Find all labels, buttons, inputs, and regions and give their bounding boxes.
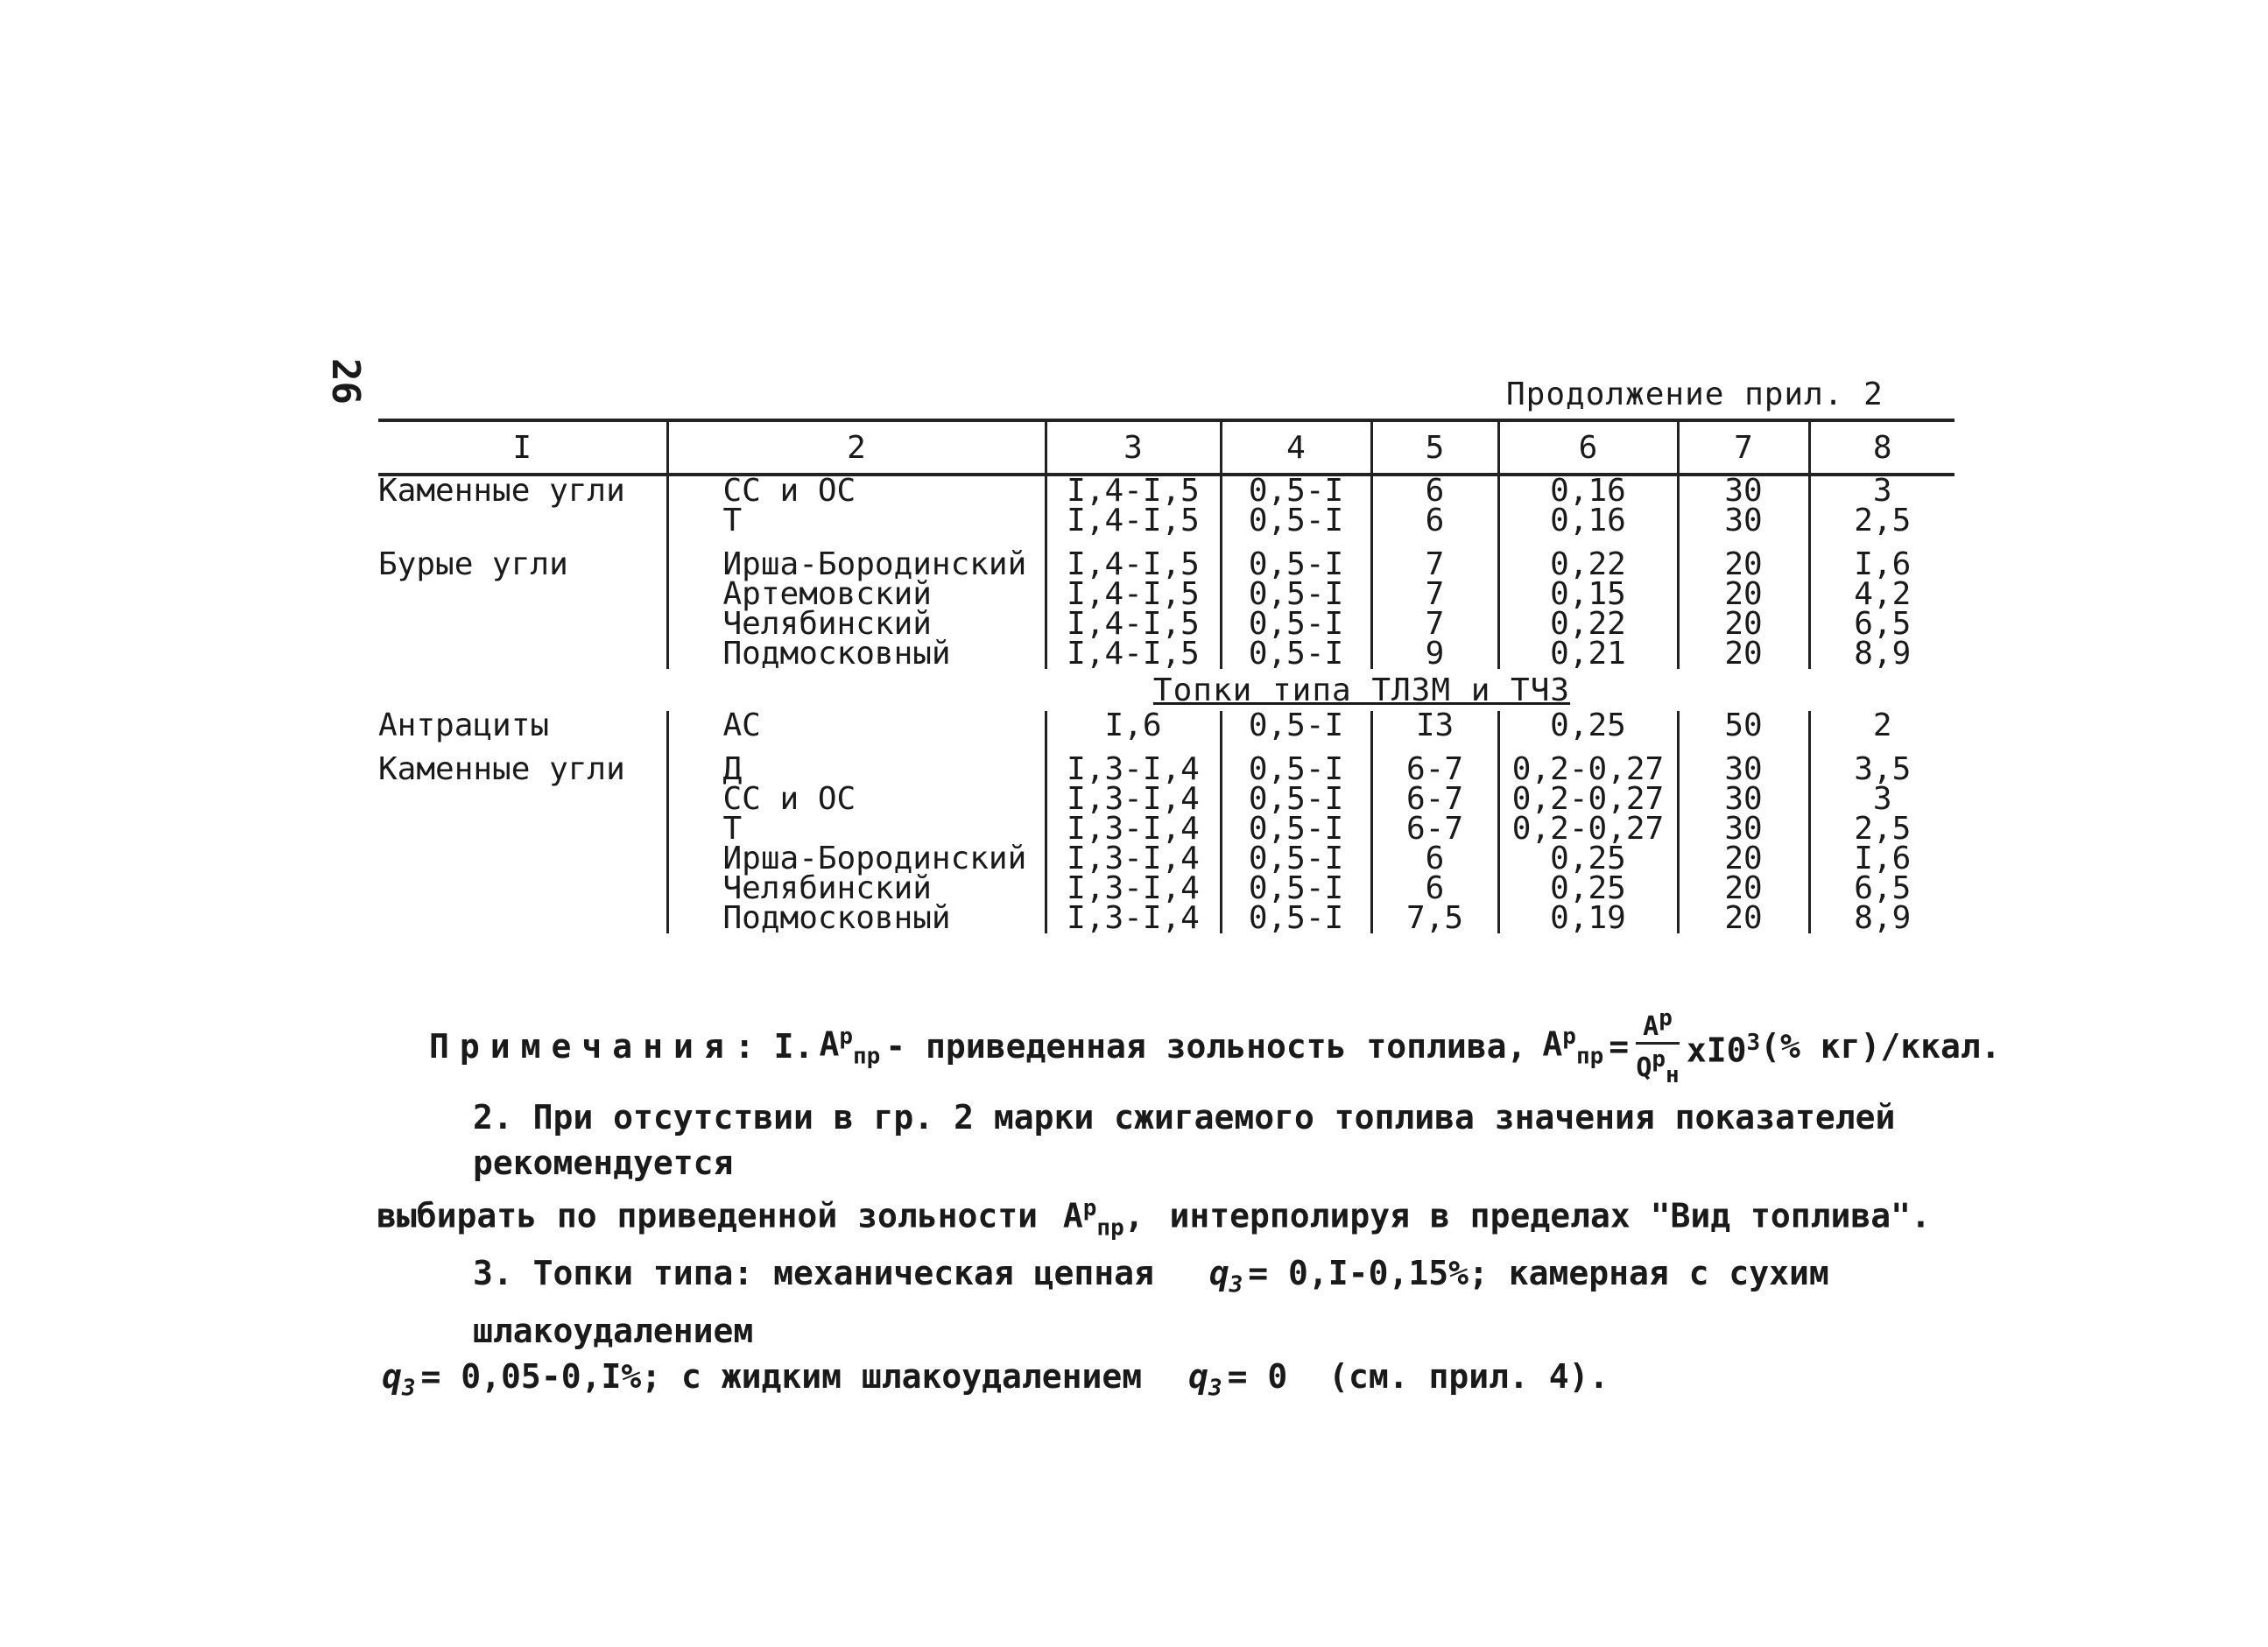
value-col-5: 6 [1371, 506, 1498, 536]
value-col-6: 0,2-0,27 [1498, 814, 1678, 844]
value-col-7: 20 [1678, 904, 1809, 933]
section-spacer [378, 669, 1046, 711]
symbol-sup: р [839, 1023, 853, 1050]
fraction-numerator [1636, 1003, 1680, 1045]
fuel-brand: Ирша-Бородинский [667, 536, 1046, 580]
fuel-category [378, 814, 667, 844]
fuel-category [378, 904, 667, 933]
section-title: Топки типа ТЛЗМ и ТЧЗ [1152, 672, 1571, 708]
column-header-6: 6 [1498, 420, 1678, 475]
fuel-category [378, 609, 667, 639]
value-col-5: 7 [1371, 580, 1498, 609]
value-col-5: 9 [1371, 639, 1498, 669]
table-row [378, 536, 1955, 580]
fuel-category [378, 639, 667, 669]
q3-symbol [1208, 1254, 1243, 1299]
note-3-ref: (см. прил. 4). [1328, 1356, 1609, 1396]
symbol-sub: пр [852, 1043, 881, 1070]
continuation-label: Продолжение прил. 2 [1506, 377, 1884, 412]
section-cell [1046, 669, 1678, 711]
table-row [378, 580, 1955, 609]
q-sub: 3 [1229, 1271, 1243, 1299]
value-col-4: 0,5-I [1221, 475, 1371, 506]
fuel-category: Бурые угли [378, 546, 568, 582]
table-row [378, 639, 1955, 669]
column-header-1: I [378, 420, 667, 475]
value-col-4: 0,5-I [1221, 814, 1371, 844]
value-col-3: I,4-I,5 [1046, 580, 1221, 609]
unit: (% кг)/ккал. [1760, 1027, 2001, 1066]
fuel-category: Антрациты [378, 707, 550, 743]
fuel-brand: АС [667, 711, 1046, 741]
table-row [378, 874, 1955, 904]
symbol-a: A [1542, 1024, 1563, 1064]
note-2-text-b: интерполируя в пределах "Вид топлива". [1169, 1196, 1931, 1235]
column-header-8: 8 [1809, 420, 1955, 475]
table-row [378, 609, 1955, 639]
value-col-4: 0,5-I [1221, 844, 1371, 874]
value-col-4: 0,5-I [1221, 639, 1371, 669]
value-col-6: 0,2-0,27 [1498, 785, 1678, 814]
value-col-4: 0,5-I [1221, 609, 1371, 639]
fuel-category [378, 844, 667, 874]
value-col-5: 7 [1371, 609, 1498, 639]
value-col-4: 0,5-I [1221, 785, 1371, 814]
value-col-8: 2 [1809, 711, 1955, 741]
fuel-brand: Подмосковный [667, 904, 1046, 933]
value-col-6: 0,2-0,27 [1498, 741, 1678, 785]
note-3-val-1: = 0,I-0,15%; камерная с сухим шлакоудалением [473, 1254, 1829, 1350]
value-col-5: 6-7 [1371, 814, 1498, 844]
value-col-3: I,3-I,4 [1046, 874, 1221, 904]
value-col-7: 20 [1678, 874, 1809, 904]
q3-symbol [382, 1356, 416, 1402]
column-header-7: 7 [1678, 420, 1809, 475]
value-col-7: 30 [1678, 814, 1809, 844]
value-col-3: I,4-I,5 [1046, 475, 1221, 506]
value-col-8: 4,2 [1809, 580, 1955, 609]
value-col-8: I,6 [1809, 536, 1955, 580]
symbol-a-pr-2 [1542, 1014, 1603, 1079]
table-header-row [378, 420, 1955, 475]
frac-num-sup: р [1659, 1004, 1673, 1031]
fuel-brand: Т [667, 814, 1046, 844]
value-col-3: I,4-I,5 [1046, 609, 1221, 639]
fuel-category [378, 785, 667, 814]
section-row [378, 669, 1955, 711]
note-1-text: - приведенная зольность топлива, [885, 1027, 1527, 1066]
table-row [378, 475, 1955, 506]
column-header-2: 2 [667, 420, 1046, 475]
notes-label: Примечания: [429, 1027, 765, 1066]
value-col-6: 0,25 [1498, 874, 1678, 904]
value-col-3: I,3-I,4 [1046, 814, 1221, 844]
value-col-6: 0,22 [1498, 536, 1678, 580]
value-col-4: 0,5-I [1221, 536, 1371, 580]
value-col-8: 2,5 [1809, 506, 1955, 536]
fuel-brand: СС и ОС [667, 475, 1046, 506]
value-col-4: 0,5-I [1221, 904, 1371, 933]
value-col-8: 6,5 [1809, 874, 1955, 904]
column-header-3: 3 [1046, 420, 1221, 475]
frac-den-letter: Q [1636, 1052, 1652, 1083]
fuel-brand: Челябинский [667, 609, 1046, 639]
symbol-sub: пр [1096, 1214, 1124, 1242]
equals-sign: = [1609, 1027, 1630, 1066]
value-col-6: 0,16 [1498, 475, 1678, 506]
value-col-7: 30 [1678, 506, 1809, 536]
fuel-brand: Артемовский [667, 580, 1046, 609]
value-col-7: 20 [1678, 536, 1809, 580]
frac-num-letter: A [1643, 1010, 1659, 1042]
value-col-7: 50 [1678, 711, 1809, 741]
symbol-a: A [819, 1024, 840, 1064]
multiplier [1687, 1020, 1760, 1073]
value-col-8: 8,9 [1809, 904, 1955, 933]
fuel-brand: Подмосковный [667, 639, 1046, 669]
note-3-text: 3. Топки типа: механическая цепная [473, 1254, 1154, 1293]
note-1-number: I. [773, 1027, 814, 1066]
fuel-table [378, 419, 1955, 936]
table-row [378, 785, 1955, 814]
value-col-4: 0,5-I [1221, 741, 1371, 785]
value-col-6: 0,15 [1498, 580, 1678, 609]
note-2-line-2 [377, 1186, 2040, 1250]
fraction-denominator [1636, 1045, 1679, 1090]
symbol-sub: пр [1575, 1043, 1604, 1070]
value-col-3: I,4-I,5 [1046, 536, 1221, 580]
symbol-a-pr [819, 1014, 880, 1079]
notes [377, 998, 2040, 1411]
symbol-a-pr-3: $A^р_{пр}$, [1062, 1195, 1145, 1242]
frac-den-sub: н [1666, 1061, 1680, 1088]
table-row [378, 506, 1955, 536]
value-col-6: 0,21 [1498, 639, 1678, 669]
multiplier-exp: 3 [1746, 1029, 1761, 1056]
table-row [378, 844, 1955, 874]
fuel-brand: Ирша-Бородинский [667, 844, 1046, 874]
value-col-7: 30 [1678, 741, 1809, 785]
fuel-brand: Д [667, 741, 1046, 785]
fuel-category: Каменные угли [378, 751, 625, 787]
value-col-5: 7 [1371, 536, 1498, 580]
note-3-line-2 [377, 1354, 2040, 1411]
multiplier-base: xI0 [1686, 1031, 1747, 1070]
note-2-line-1: 2. При отсутствии в гр. 2 марки сжигаемого топлива значения показателей рекомендуется [473, 1098, 1896, 1182]
value-col-8: 2,5 [1809, 814, 1955, 844]
note-3-val-3: = 0 [1227, 1356, 1288, 1396]
value-col-6: 0,22 [1498, 609, 1678, 639]
q-sub: 3 [1208, 1375, 1222, 1402]
table-body [378, 473, 1955, 936]
value-col-3: I,6 [1046, 711, 1221, 741]
value-col-5: I3 [1371, 711, 1498, 741]
q-letter: q [1208, 1254, 1229, 1293]
note-1 [377, 998, 2040, 1094]
value-col-5: 6 [1371, 844, 1498, 874]
value-col-6: 0,25 [1498, 844, 1678, 874]
value-col-5: 7,5 [1371, 904, 1498, 933]
fuel-brand: Челябинский [667, 874, 1046, 904]
table-row [378, 711, 1955, 741]
note-2-text-a: выбирать по приведенной зольности [377, 1196, 1038, 1235]
fuel-category [378, 580, 667, 609]
value-col-3: I,3-I,4 [1046, 844, 1221, 874]
column-header-4: 4 [1221, 420, 1371, 475]
q-sub: 3 [401, 1375, 416, 1402]
fuel-table-wrap [378, 419, 1955, 936]
value-col-7: 20 [1678, 609, 1809, 639]
value-col-6: 0,16 [1498, 506, 1678, 536]
q-letter: q [1188, 1356, 1208, 1396]
table-row [378, 814, 1955, 844]
value-col-4: 0,5-I [1221, 580, 1371, 609]
fuel-category [378, 874, 667, 904]
value-col-8: 3 [1809, 785, 1955, 814]
value-col-6: 0,19 [1498, 904, 1678, 933]
value-col-5: 6 [1371, 475, 1498, 506]
value-col-5: 6 [1371, 874, 1498, 904]
value-col-7: 30 [1678, 475, 1809, 506]
value-col-4: 0,5-I [1221, 874, 1371, 904]
symbol-sup: р [1082, 1195, 1097, 1221]
value-col-7: 20 [1678, 580, 1809, 609]
frac-den-sup: р [1652, 1045, 1666, 1073]
ash-fraction [1636, 1003, 1680, 1090]
fuel-category: Каменные угли [378, 473, 625, 509]
value-col-7: 20 [1678, 639, 1809, 669]
value-col-3: I,4-I,5 [1046, 639, 1221, 669]
value-col-7: 20 [1678, 844, 1809, 874]
value-col-4: 0,5-I [1221, 506, 1371, 536]
value-col-3: I,3-I,4 [1046, 904, 1221, 933]
value-col-8: 8,9 [1809, 639, 1955, 669]
value-col-8: 3,5 [1809, 741, 1955, 785]
value-col-5: 6-7 [1371, 785, 1498, 814]
table-row [378, 904, 1955, 933]
column-header-5: 5 [1371, 420, 1498, 475]
value-col-4: 0,5-I [1221, 711, 1371, 741]
value-col-3: I,3-I,4 [1046, 741, 1221, 785]
value-col-8: I,6 [1809, 844, 1955, 874]
page-number: 26 [322, 358, 368, 405]
value-col-7: 30 [1678, 785, 1809, 814]
fuel-brand: СС и ОС [667, 785, 1046, 814]
value-col-5: 6-7 [1371, 741, 1498, 785]
value-col-6: 0,25 [1498, 711, 1678, 741]
q-letter: q [382, 1356, 402, 1396]
value-col-8: 6,5 [1809, 609, 1955, 639]
q3-symbol [1188, 1356, 1222, 1402]
fuel-brand: Т [667, 506, 1046, 536]
fuel-category [378, 506, 667, 536]
value-col-3: I,3-I,4 [1046, 785, 1221, 814]
symbol-sup: р [1562, 1023, 1576, 1050]
table-row [378, 741, 1955, 785]
note-3-val-2: = 0,05-0,I%; с жидким шлакоудалением [420, 1356, 1143, 1396]
value-col-8: 3 [1809, 475, 1955, 506]
note-3-line-1 [377, 1250, 2040, 1354]
value-col-3: I,4-I,5 [1046, 506, 1221, 536]
symbol-a: A [1062, 1196, 1083, 1235]
